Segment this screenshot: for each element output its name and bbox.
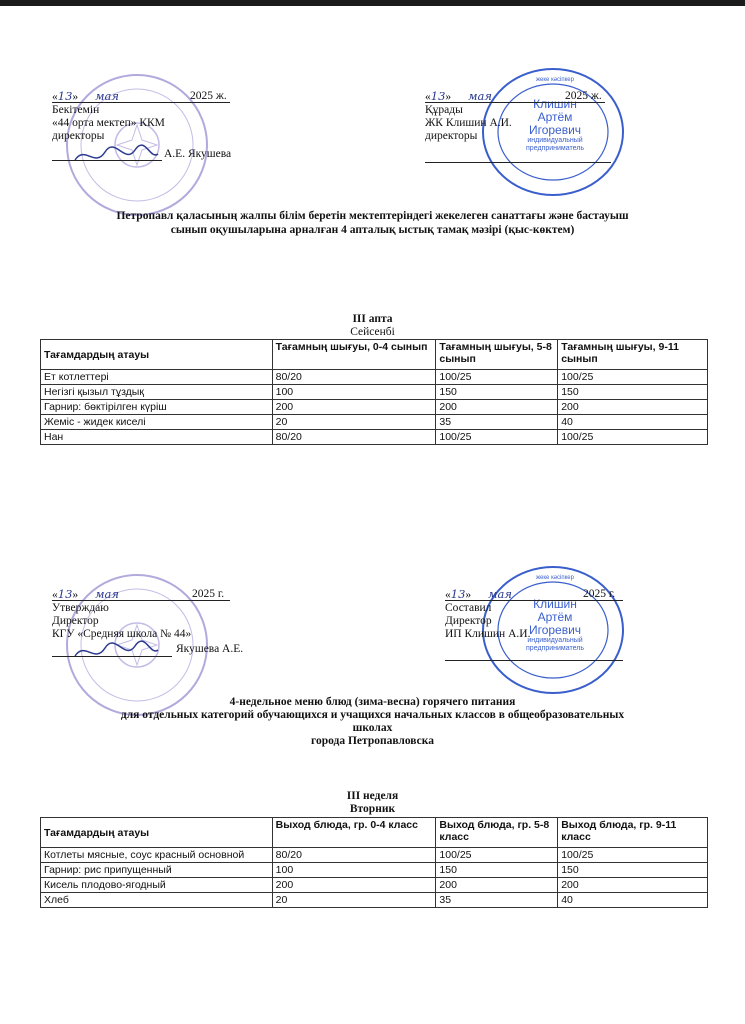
ru-left-line2: Директор (52, 615, 99, 627)
table-cell: 20 (272, 415, 436, 430)
table-cell: 200 (558, 400, 708, 415)
table-cell: 100/25 (436, 370, 558, 385)
table-cell: Кисель плодово-ягодный (41, 878, 273, 893)
table-row (41, 370, 708, 385)
table-cell: Нан (41, 430, 273, 445)
kz-title-line1: Петропавл қаласының жалпы білім беретін мектептеріндегі жекелеген санаттағы және бастауыш (116, 210, 629, 222)
ru-week: III неделя (346, 790, 399, 802)
table-cell: 100/25 (558, 370, 708, 385)
ru-left-date: «13» мая 2025 г. (52, 587, 225, 601)
table-cell: Гарнир: бөктірілген күріш (41, 400, 273, 415)
kz-left-signer: А.Е. Якушева (164, 148, 232, 160)
stamp-top-text: жеке кәсіпкер (536, 575, 574, 581)
ru-menu-table (40, 817, 708, 908)
table-row (41, 863, 708, 878)
table-cell: 200 (272, 400, 436, 415)
kz-col-header: Тағамдардың атауы (41, 340, 273, 370)
ru-right-line2: Директор (445, 615, 492, 627)
ru-col-header: Выход блюда, гр. 0-4 класс (272, 818, 436, 848)
kz-right-line3: директоры (425, 130, 478, 142)
table-cell: 100/25 (558, 430, 708, 445)
kz-col-header: Тағамның шығуы, 5-8 сынып (436, 340, 558, 370)
stamp-text: Клишин Артём Игоревич индивидуальный предприниматель (526, 597, 584, 652)
ru-col-header: Выход блюда, гр. 5-8 класс (436, 818, 558, 848)
kz-table-header-row (41, 340, 708, 370)
table-cell: Негізгі қызыл тұздық (41, 385, 273, 400)
kz-left-line3: директоры (52, 130, 105, 142)
ru-title-line2: для отдельных категорий обучающихся и учащихся начальных классов в общеобразовательных (120, 709, 625, 721)
kz-left-line1: Бекітемін (52, 104, 100, 116)
ru-title-line4: города Петропавловска (311, 735, 434, 747)
table-row (41, 400, 708, 415)
table-cell: Жеміс - жидек киселі (41, 415, 273, 430)
table-row (41, 415, 708, 430)
stamp-top-text: жеке кәсіпкер (536, 77, 574, 83)
table-cell: Котлеты мясные, соус красный основной (41, 848, 273, 863)
table-cell: 100/25 (558, 848, 708, 863)
kz-left-date: «13» мая 2025 ж. (52, 89, 227, 103)
table-cell: Гарнир: рис припущенный (41, 863, 273, 878)
kz-day: Сейсенбі (350, 326, 395, 338)
table-cell: 150 (436, 863, 558, 878)
ru-col-header: Выход блюда, гр. 9-11 класс (558, 818, 708, 848)
kz-right-sign-line (425, 162, 611, 163)
ru-day: Вторник (349, 803, 396, 815)
signature-icon (70, 140, 160, 170)
table-cell: 200 (558, 878, 708, 893)
table-row (41, 848, 708, 863)
kz-week: III апта (352, 313, 393, 325)
ru-right-sign-line (445, 660, 623, 661)
ru-right-date-line (445, 600, 623, 601)
table-cell: 100 (272, 863, 436, 878)
table-row (41, 893, 708, 908)
ru-col-header: Тағамдардың атауы (41, 818, 273, 848)
ru-table-header-row (41, 818, 708, 848)
table-cell: 200 (436, 400, 558, 415)
stamp-text: Клишин Артём Игоревич индивидуальный предприниматель (526, 97, 584, 152)
scan-top-edge (0, 0, 745, 6)
table-cell: 150 (558, 385, 708, 400)
table-cell: 20 (272, 893, 436, 908)
table-cell: 40 (558, 893, 708, 908)
table-cell: 35 (436, 415, 558, 430)
kz-menu-table (40, 339, 708, 445)
ru-right-date: «13» мая 2025 г. (445, 587, 616, 601)
ru-right-line1: Составил (445, 602, 492, 614)
kz-col-header: Тағамның шығуы, 0-4 сынып (272, 340, 436, 370)
table-cell: 80/20 (272, 848, 436, 863)
ru-left-line3: КГУ «Средняя школа № 44» (52, 628, 192, 640)
ru-title-line1: 4-недельное меню блюд (зима-весна) горячего питания (229, 696, 516, 708)
kz-left-date-line (52, 102, 230, 103)
ru-left-line1: Утверждаю (52, 602, 109, 614)
kz-title-line2: сынып оқушыларына арналған 4 апталық ыстық тамақ мәзірі (қыс-көктем) (170, 224, 575, 236)
signature-icon (70, 636, 160, 666)
table-cell: 35 (436, 893, 558, 908)
kz-left-line2: «44 орта мектеп» ККМ (52, 117, 165, 129)
table-cell: 100/25 (436, 430, 558, 445)
table-row (41, 430, 708, 445)
kz-right-date-line (425, 102, 605, 103)
table-cell: Хлеб (41, 893, 273, 908)
kz-right-line1: Құрады (425, 104, 463, 116)
table-cell: 150 (558, 863, 708, 878)
ru-left-date-line (52, 600, 230, 601)
table-cell: 80/20 (272, 370, 436, 385)
ru-right-line3: ИП Клишин А.И. (445, 628, 531, 640)
table-row (41, 385, 708, 400)
table-cell: 200 (436, 878, 558, 893)
ru-left-signer: Якушева А.Е. (176, 643, 244, 655)
table-cell: 40 (558, 415, 708, 430)
table-cell: 100/25 (436, 848, 558, 863)
table-cell: 200 (272, 878, 436, 893)
table-cell: 150 (436, 385, 558, 400)
kz-right-date: «13» мая 2025 ж. (425, 89, 602, 103)
ru-title-line3: школах (352, 722, 393, 734)
table-cell: Ет котлеттері (41, 370, 273, 385)
table-cell: 100 (272, 385, 436, 400)
table-cell: 80/20 (272, 430, 436, 445)
kz-col-header: Тағамның шығуы, 9-11 сынып (558, 340, 708, 370)
table-row (41, 878, 708, 893)
kz-right-line2: ЖК Клишин А.И. (425, 117, 512, 129)
